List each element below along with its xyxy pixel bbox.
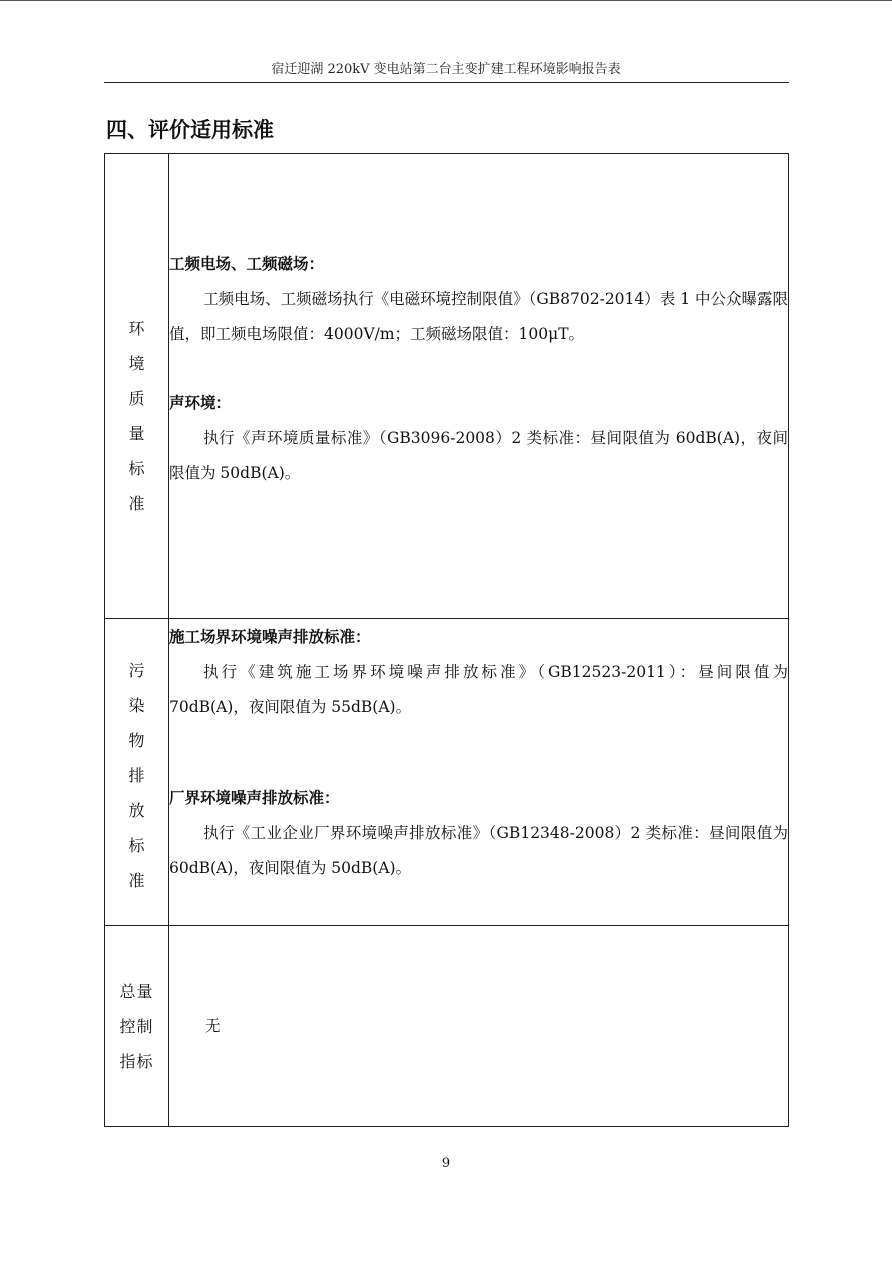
content-pollutant-discharge: [169, 619, 789, 926]
vertical-label: [119, 974, 153, 1079]
standards-table: [104, 153, 789, 1127]
label-environmental-quality: [105, 154, 169, 619]
label-char: 标: [128, 835, 145, 855]
label-total-control: [105, 926, 169, 1127]
label-char: 量: [128, 424, 145, 443]
row-total-control: [105, 926, 789, 1127]
page-top-border: [0, 0, 892, 1]
construction-noise-text: 执行《建筑施工场界环境噪声排放标准》（GB12523-2011）：昼间限值为 70dB(A)，夜间限值为 55dB(A)。: [169, 663, 788, 716]
label-char: 质: [128, 389, 145, 408]
vertical-label: [128, 647, 144, 898]
label-char: 染: [128, 695, 145, 715]
boundary-noise-text: 执行《工业企业厂界环境噪声排放标准》（GB12348-2008）2 类标准：昼间限值为 60dB(A)，夜间限值为 50dB(A)。: [169, 824, 788, 877]
label-char: 放: [128, 800, 145, 820]
label-char: 环: [128, 319, 145, 338]
acoustic-env-text: 执行《声环境质量标准》（GB3096-2008）2 类标准：昼间限值为 60dB(A)，夜间限值为 50dB(A)。: [169, 429, 788, 482]
page-number: 9: [441, 1156, 451, 1171]
row-environmental-quality: [105, 154, 789, 619]
label-char: 物: [128, 730, 145, 750]
boundary-noise-heading: 厂界环境噪声排放标准：: [169, 789, 340, 807]
label-pollutant-discharge: [105, 619, 169, 926]
label-char: 准: [128, 870, 145, 890]
em-field-heading: 工频电场、工频磁场：: [169, 255, 325, 273]
label-line: 指标: [119, 1051, 154, 1071]
running-header: 宿迁迎湖 220kV 变电站第二台主变扩建工程环境影响报告表: [271, 62, 621, 77]
content-total-control: [169, 926, 789, 1127]
label-line: 总量: [119, 981, 154, 1001]
vertical-label: [128, 251, 144, 521]
label-line: 控制: [119, 1016, 154, 1036]
label-char: 排: [128, 765, 145, 785]
label-char: 污: [128, 660, 145, 680]
acoustic-env-heading: 声环境：: [169, 394, 232, 412]
em-field-text: 工频电场、工频磁场执行《电磁环境控制限值》（GB8702-2014）表 1 中公众曝露限值，即工频电场限值：4000V/m；工频磁场限值：100μT。: [169, 290, 788, 343]
construction-noise-heading: 施工场界环境噪声排放标准：: [169, 628, 371, 646]
row-pollutant-discharge: [105, 619, 789, 926]
header-rule: [104, 82, 789, 83]
total-control-value: 无: [205, 1016, 221, 1035]
label-char: 标: [128, 459, 145, 478]
label-char: 准: [128, 494, 145, 513]
label-char: 境: [128, 354, 145, 373]
section-title: 四、评价适用标准: [106, 118, 274, 142]
content-environmental-quality: [169, 154, 789, 619]
